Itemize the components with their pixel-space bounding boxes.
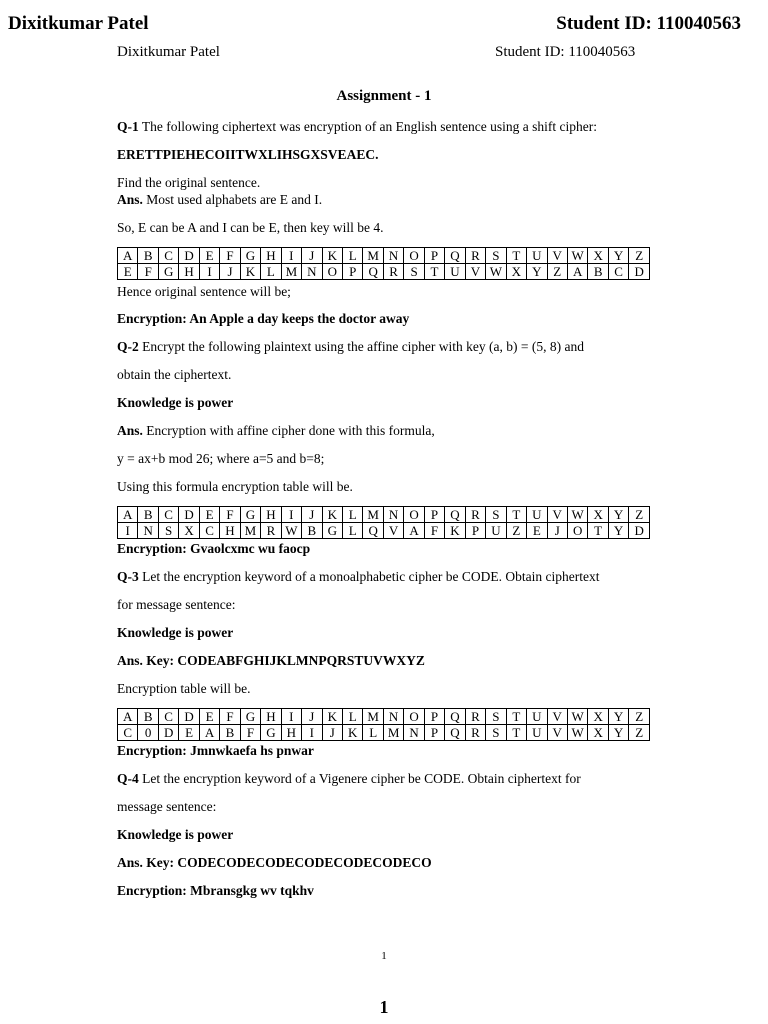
q4-text1: Let the encryption keyword of a Vigenere cipher be CODE. Obtain ciphertext for — [138, 771, 581, 786]
q1-result: Encryption: An Apple a day keeps the doctor away — [117, 311, 410, 326]
table-cell: A — [118, 248, 138, 264]
table-cell: Y — [608, 507, 628, 523]
q1-text: The following ciphertext was encryption of an English sentence using a shift cipher: — [138, 119, 598, 134]
table-cell: T — [424, 264, 444, 280]
q2-label: Q-2 — [117, 339, 139, 354]
table-cell: S — [486, 725, 506, 741]
q3-question-line2: for message sentence: — [117, 597, 236, 612]
table-cell: H — [261, 709, 281, 725]
table-cell: X — [506, 264, 526, 280]
q3-label: Q-3 — [117, 569, 139, 584]
table-cell: Z — [629, 725, 650, 741]
table-cell: Z — [629, 248, 650, 264]
inner-header-student-id: Student ID: 110040563 — [495, 44, 636, 60]
table-cell: P — [424, 709, 444, 725]
table-cell: D — [179, 709, 199, 725]
table-cell: H — [179, 264, 199, 280]
q1-cipher-table — [117, 247, 650, 280]
table-cell: Q — [445, 709, 465, 725]
table-cell: W — [567, 248, 587, 264]
q2-answer — [117, 423, 435, 439]
outer-header-name: Dixitkumar Patel — [8, 13, 149, 34]
table-cell: I — [281, 507, 301, 523]
table-cell: V — [465, 264, 485, 280]
table-cell: S — [486, 248, 506, 264]
table-cell: D — [629, 264, 650, 280]
table-cell: J — [302, 709, 322, 725]
inner-header-name: Dixitkumar Patel — [117, 44, 220, 60]
table-cell: C — [158, 709, 178, 725]
table-cell: L — [261, 264, 281, 280]
table-cell: K — [322, 248, 342, 264]
table-cell: W — [486, 264, 506, 280]
table-cell: R — [465, 709, 485, 725]
table-cell: X — [588, 709, 608, 725]
q1-ciphertext: ERETTPIEHECOIITWXLIHSGXSVEAEC. — [117, 147, 379, 162]
table-cell: D — [179, 507, 199, 523]
table-cell: E — [199, 507, 219, 523]
table-cell: K — [240, 264, 260, 280]
table-cell: L — [342, 523, 362, 539]
table-cell: M — [363, 248, 383, 264]
table-cell: E — [118, 264, 138, 280]
table-cell: V — [547, 725, 567, 741]
table-cell: C — [608, 264, 628, 280]
table-cell: H — [261, 507, 281, 523]
table-cell: D — [179, 248, 199, 264]
table-cell: W — [567, 709, 587, 725]
table-cell: R — [261, 523, 281, 539]
table-cell: P — [342, 264, 362, 280]
table-cell: K — [322, 709, 342, 725]
table-cell: D — [629, 523, 650, 539]
q2-ans-label: Ans. — [117, 423, 143, 438]
table-cell: N — [383, 248, 403, 264]
table-cell: M — [281, 264, 301, 280]
table-cell: V — [547, 709, 567, 725]
table-cell: P — [424, 248, 444, 264]
q2-using: Using this formula encryption table will be. — [117, 479, 353, 494]
table-cell: C — [158, 248, 178, 264]
table-cell: Y — [608, 523, 628, 539]
table-cell: T — [588, 523, 608, 539]
table-cell: I — [118, 523, 138, 539]
table-cell: S — [158, 523, 178, 539]
table-cell: A — [118, 709, 138, 725]
table-cell: A — [199, 725, 219, 741]
table-cell: U — [445, 264, 465, 280]
q1-label: Q-1 — [117, 119, 139, 134]
table-cell: F — [220, 709, 240, 725]
table-cell: E — [199, 709, 219, 725]
q2-result: Encryption: Gvaolcxmc wu faocp — [117, 541, 311, 556]
table-cell: U — [527, 248, 547, 264]
q3-text1: Let the encryption keyword of a monoalphabetic cipher be CODE. Obtain ciphertext — [138, 569, 600, 584]
table-cell: D — [158, 725, 178, 741]
table-cell: I — [302, 725, 322, 741]
table-cell: R — [383, 264, 403, 280]
table-cell: L — [363, 725, 383, 741]
table-cell: Z — [629, 507, 650, 523]
q4-result: Encryption: Mbransgkg wv tqkhv — [117, 883, 314, 898]
table-cell: E — [179, 725, 199, 741]
table-cell: A — [567, 264, 587, 280]
table-cell: T — [506, 725, 526, 741]
table-cell: P — [424, 725, 444, 741]
q3-table-intro: Encryption table will be. — [117, 681, 251, 696]
table-cell: R — [465, 725, 485, 741]
table-cell: T — [506, 507, 526, 523]
table-cell: M — [383, 725, 403, 741]
table-cell: Z — [506, 523, 526, 539]
table-cell: S — [404, 264, 424, 280]
page-number-small: 1 — [381, 950, 387, 962]
table-cell: W — [281, 523, 301, 539]
page-title: Assignment - 1 — [336, 88, 432, 104]
table-cell: B — [588, 264, 608, 280]
table-cell: G — [240, 709, 260, 725]
table-cell: X — [588, 248, 608, 264]
table-cell: Z — [629, 709, 650, 725]
q1-ans-label: Ans. — [117, 192, 143, 207]
table-cell: E — [199, 248, 219, 264]
table-cell: I — [199, 264, 219, 280]
q1-answer — [117, 192, 322, 208]
table-cell: Y — [608, 248, 628, 264]
table-cell: N — [138, 523, 158, 539]
table-cell: C — [158, 507, 178, 523]
q2-question-line2: obtain the ciphertext. — [117, 367, 232, 382]
q3-cipher-table — [117, 708, 650, 741]
q3-result: Encryption: Jmnwkaefa hs pnwar — [117, 743, 314, 758]
table-cell: U — [527, 709, 547, 725]
table-cell: M — [363, 507, 383, 523]
page-number-large: 1 — [379, 997, 389, 1017]
table-cell: Q — [363, 264, 383, 280]
q3-plaintext: Knowledge is power — [117, 625, 234, 640]
table-cell: J — [322, 725, 342, 741]
table-cell: V — [547, 507, 567, 523]
table-cell: G — [240, 507, 260, 523]
q2-table-plain-row — [118, 507, 650, 523]
table-cell: N — [302, 264, 322, 280]
q2-table-cipher-row — [118, 523, 650, 539]
table-cell: N — [383, 507, 403, 523]
q2-text1: Encrypt the following plaintext using the affine cipher with key (a, b) = (5, 8) and — [138, 339, 584, 354]
table-cell: O — [404, 507, 424, 523]
table-cell: T — [506, 709, 526, 725]
table-cell: C — [199, 523, 219, 539]
table-cell: K — [322, 507, 342, 523]
table-cell: P — [424, 507, 444, 523]
table-cell: A — [118, 507, 138, 523]
table-cell: R — [465, 507, 485, 523]
table-cell: B — [302, 523, 322, 539]
table-cell: G — [158, 264, 178, 280]
table-cell: W — [567, 507, 587, 523]
table-cell: J — [547, 523, 567, 539]
table-cell: Q — [445, 725, 465, 741]
table-cell: W — [567, 725, 587, 741]
table-cell: B — [138, 709, 158, 725]
table-cell: J — [302, 248, 322, 264]
q2-ans-text: Encryption with affine cipher done with this formula, — [142, 423, 435, 438]
table-cell: F — [138, 264, 158, 280]
q2-question-line1 — [117, 339, 584, 355]
table-cell: O — [404, 248, 424, 264]
table-cell: O — [567, 523, 587, 539]
table-cell: Z — [547, 264, 567, 280]
table-cell: X — [588, 725, 608, 741]
q3-question-line1 — [117, 569, 599, 585]
table-cell: A — [404, 523, 424, 539]
q1-question — [117, 119, 597, 135]
table-cell: F — [220, 507, 240, 523]
table-cell: B — [220, 725, 240, 741]
table-cell: V — [383, 523, 403, 539]
table-cell: Q — [445, 507, 465, 523]
table-cell: I — [281, 248, 301, 264]
q3-table-cipher-row — [118, 725, 650, 741]
table-cell: I — [281, 709, 301, 725]
q2-formula: y = ax+b mod 26; where a=5 and b=8; — [117, 451, 325, 466]
table-cell: N — [404, 725, 424, 741]
table-cell: B — [138, 248, 158, 264]
table-cell: F — [220, 248, 240, 264]
table-cell: L — [342, 709, 362, 725]
q3-key: Ans. Key: CODEABFGHIJKLMNPQRSTUVWXYZ — [117, 653, 425, 668]
table-cell: S — [486, 709, 506, 725]
table-cell: S — [486, 507, 506, 523]
table-cell: X — [588, 507, 608, 523]
table-cell: H — [261, 248, 281, 264]
table-cell: M — [363, 709, 383, 725]
q1-table-cipher-row — [118, 264, 650, 280]
q4-plaintext: Knowledge is power — [117, 827, 234, 842]
table-cell: G — [322, 523, 342, 539]
table-cell: U — [486, 523, 506, 539]
table-cell: M — [240, 523, 260, 539]
table-cell: T — [506, 248, 526, 264]
table-cell: Y — [608, 725, 628, 741]
outer-header-student-id: Student ID: 110040563 — [556, 13, 741, 34]
q2-plaintext: Knowledge is power — [117, 395, 234, 410]
q2-cipher-table — [117, 506, 650, 539]
table-cell: Q — [363, 523, 383, 539]
table-cell: F — [240, 725, 260, 741]
q3-table-plain-row — [118, 709, 650, 725]
table-cell: L — [342, 248, 362, 264]
q4-question-line1 — [117, 771, 581, 787]
table-cell: U — [527, 725, 547, 741]
q4-question-line2: message sentence: — [117, 799, 217, 814]
table-cell: U — [527, 507, 547, 523]
q1-find: Find the original sentence. — [117, 175, 261, 190]
table-cell: K — [342, 725, 362, 741]
table-cell: J — [220, 264, 240, 280]
table-cell: N — [383, 709, 403, 725]
table-cell: H — [220, 523, 240, 539]
q1-key-line: So, E can be A and I can be E, then key will be 4. — [117, 220, 384, 235]
table-cell: X — [179, 523, 199, 539]
table-cell: G — [240, 248, 260, 264]
table-cell: C — [118, 725, 138, 741]
table-cell: F — [424, 523, 444, 539]
table-cell: Y — [527, 264, 547, 280]
table-cell: O — [322, 264, 342, 280]
table-cell: P — [465, 523, 485, 539]
table-cell: J — [302, 507, 322, 523]
q1-hence: Hence original sentence will be; — [117, 284, 291, 299]
q4-label: Q-4 — [117, 771, 139, 786]
q1-table-plain-row — [118, 248, 650, 264]
table-cell: B — [138, 507, 158, 523]
table-cell: K — [445, 523, 465, 539]
q4-key: Ans. Key: CODECODECODECODECODECODECO — [117, 855, 432, 870]
table-cell: O — [404, 709, 424, 725]
table-cell: Q — [445, 248, 465, 264]
table-cell: G — [261, 725, 281, 741]
q1-ans-text: Most used alphabets are E and I. — [142, 192, 323, 207]
table-cell: V — [547, 248, 567, 264]
table-cell: L — [342, 507, 362, 523]
table-cell: 0 — [138, 725, 158, 741]
table-cell: R — [465, 248, 485, 264]
table-cell: E — [527, 523, 547, 539]
table-cell: Y — [608, 709, 628, 725]
table-cell: H — [281, 725, 301, 741]
